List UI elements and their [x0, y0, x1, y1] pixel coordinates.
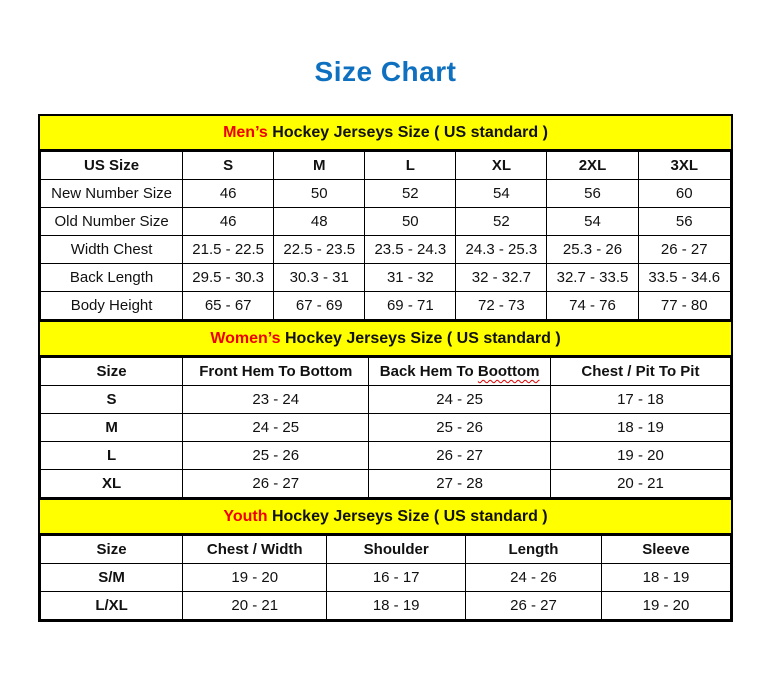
table-cell: 56 — [547, 180, 638, 208]
column-header: S — [183, 152, 274, 180]
table-cell: 24.3 - 25.3 — [456, 236, 547, 264]
table-cell: 25 - 26 — [183, 442, 369, 470]
table-row — [41, 442, 731, 470]
column-header: 3XL — [638, 152, 730, 180]
row-label: S — [41, 386, 183, 414]
row-label: S/M — [41, 564, 183, 592]
table-cell: 46 — [183, 208, 274, 236]
column-header: M — [274, 152, 365, 180]
table-cell: 19 - 20 — [601, 592, 730, 620]
table-row — [41, 592, 731, 620]
row-label: L/XL — [41, 592, 183, 620]
table-cell: 25 - 26 — [369, 414, 550, 442]
table-cell: 33.5 - 34.6 — [638, 264, 730, 292]
header-row — [41, 152, 731, 180]
row-label: L — [41, 442, 183, 470]
column-header: Chest / Pit To Pit — [550, 358, 730, 386]
column-header: Chest / Width — [183, 536, 327, 564]
table-cell: 48 — [274, 208, 365, 236]
table-cell: 29.5 - 30.3 — [183, 264, 274, 292]
table-cell: 46 — [183, 180, 274, 208]
table-row — [41, 264, 731, 292]
table-cell: 72 - 73 — [456, 292, 547, 320]
table-cell: 32.7 - 33.5 — [547, 264, 638, 292]
table-cell: 26 - 27 — [369, 442, 550, 470]
youth-section-title — [40, 498, 731, 535]
table-cell: 54 — [456, 180, 547, 208]
table-cell: 32 - 32.7 — [456, 264, 547, 292]
table-cell: 20 - 21 — [550, 470, 730, 498]
table-cell: 67 - 69 — [274, 292, 365, 320]
row-label: Old Number Size — [41, 208, 183, 236]
table-row — [41, 292, 731, 320]
table-cell: 20 - 21 — [183, 592, 327, 620]
table-row — [41, 414, 731, 442]
table-cell: 19 - 20 — [550, 442, 730, 470]
page-title: Size Chart — [314, 56, 457, 87]
row-label: XL — [41, 470, 183, 498]
table-cell: 25.3 - 26 — [547, 236, 638, 264]
table-cell: 26 - 27 — [638, 236, 730, 264]
column-header: XL — [456, 152, 547, 180]
column-header: Sleeve — [601, 536, 730, 564]
column-header: Size — [41, 536, 183, 564]
table-cell: 31 - 32 — [365, 264, 456, 292]
table-cell: 52 — [365, 180, 456, 208]
womens-section-title — [40, 320, 731, 357]
column-header: 2XL — [547, 152, 638, 180]
column-header: Front Hem To Bottom — [183, 358, 369, 386]
table-cell: 23.5 - 24.3 — [365, 236, 456, 264]
row-label: New Number Size — [41, 180, 183, 208]
row-label: M — [41, 414, 183, 442]
column-header: Size — [41, 358, 183, 386]
table-cell: 54 — [547, 208, 638, 236]
table-cell: 27 - 28 — [369, 470, 550, 498]
table-row — [41, 236, 731, 264]
size-chart — [38, 114, 733, 622]
table-cell: 17 - 18 — [550, 386, 730, 414]
section-title-highlight: Youth — [223, 508, 268, 525]
header-row — [41, 536, 731, 564]
table-cell: 65 - 67 — [183, 292, 274, 320]
table-cell: 77 - 80 — [638, 292, 730, 320]
mens-size-table — [40, 151, 731, 320]
table-cell: 16 - 17 — [327, 564, 466, 592]
row-label: Body Height — [41, 292, 183, 320]
table-row — [41, 180, 731, 208]
table-row — [41, 386, 731, 414]
table-cell: 21.5 - 22.5 — [183, 236, 274, 264]
table-cell: 30.3 - 31 — [274, 264, 365, 292]
column-header: Length — [466, 536, 602, 564]
column-header: Back Hem To Boottom — [369, 358, 550, 386]
column-header: Shoulder — [327, 536, 466, 564]
table-cell: 74 - 76 — [547, 292, 638, 320]
section-title-highlight: Women’s — [210, 330, 281, 347]
row-label: Width Chest — [41, 236, 183, 264]
table-cell: 26 - 27 — [183, 470, 369, 498]
table-cell: 50 — [274, 180, 365, 208]
table-cell: 69 - 71 — [365, 292, 456, 320]
table-cell: 26 - 27 — [466, 592, 602, 620]
section-title-rest: Hockey Jerseys Size ( US standard ) — [280, 330, 561, 347]
table-row — [41, 564, 731, 592]
table-cell: 18 - 19 — [550, 414, 730, 442]
table-cell: 24 - 26 — [466, 564, 602, 592]
section-title-rest: Hockey Jerseys Size ( US standard ) — [267, 124, 548, 141]
document-page — [38, 0, 733, 622]
table-cell: 18 - 19 — [327, 592, 466, 620]
header-row — [41, 358, 731, 386]
table-cell: 24 - 25 — [369, 386, 550, 414]
table-cell: 24 - 25 — [183, 414, 369, 442]
table-row — [41, 208, 731, 236]
table-cell: 60 — [638, 180, 730, 208]
mens-section-title — [40, 116, 731, 151]
table-cell: 18 - 19 — [601, 564, 730, 592]
section-title-rest: Hockey Jerseys Size ( US standard ) — [267, 508, 548, 525]
table-cell: 23 - 24 — [183, 386, 369, 414]
table-cell: 19 - 20 — [183, 564, 327, 592]
table-cell: 22.5 - 23.5 — [274, 236, 365, 264]
misspelled-word: Boottom — [477, 363, 540, 380]
womens-size-table — [40, 357, 731, 498]
section-title-highlight: Men’s — [223, 124, 268, 141]
table-cell: 50 — [365, 208, 456, 236]
table-row — [41, 470, 731, 498]
youth-size-table — [40, 535, 731, 620]
table-cell: 52 — [456, 208, 547, 236]
column-header: US Size — [41, 152, 183, 180]
row-label: Back Length — [41, 264, 183, 292]
column-header: L — [365, 152, 456, 180]
table-cell: 56 — [638, 208, 730, 236]
